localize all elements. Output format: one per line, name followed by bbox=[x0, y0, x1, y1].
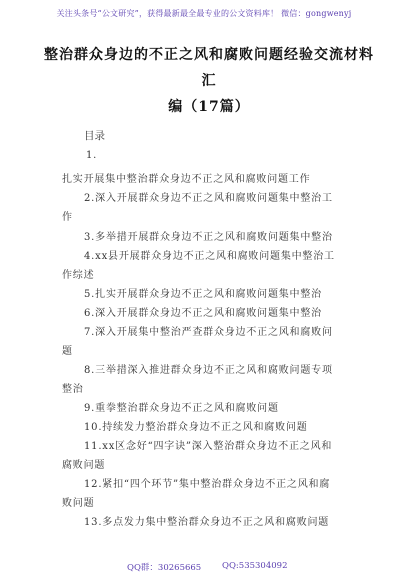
title-line-1: 整治群众身边的不正之风和腐败问题经验交流材料汇 bbox=[44, 47, 374, 89]
toc-line: 3.多举措开展群众身边不正之风和腐败问题集中整治 bbox=[84, 232, 333, 243]
toc-line: 13.多点发力集中整治群众身边不正之风和腐败问题 bbox=[84, 517, 330, 528]
toc-line: 1. bbox=[86, 150, 98, 161]
toc-line: 腐败问题 bbox=[62, 460, 106, 471]
toc-line: 扎实开展集中整治群众身边不正之风和腐败问题工作 bbox=[62, 174, 311, 185]
toc-line: 作 bbox=[62, 212, 73, 223]
header-banner: 关注头条号“公文研究”，获得最新最全最专业的公文资料库！ 微信：gongwenyj bbox=[56, 9, 352, 18]
toc-line: 4.xx县开展群众身边不正之风和腐败问题集中整治工 bbox=[84, 251, 335, 262]
toc-line: 题 bbox=[62, 346, 73, 357]
toc-line: 败问题 bbox=[62, 498, 95, 509]
toc-line: 6.深入开展群众身边不正之风和腐败问题集中整治 bbox=[84, 308, 322, 319]
footer-qq-number: QQ:535304092 bbox=[222, 561, 288, 571]
toc-line: 11.xx区念好“四字诀”深入整治群众身边不正之风和 bbox=[84, 441, 333, 452]
toc-line: 8.三举措深入推进群众身边不正之风和腐败问题专项 bbox=[84, 365, 333, 376]
title-line-2: 编（17篇） bbox=[168, 99, 250, 115]
toc-line: 作综述 bbox=[62, 270, 95, 281]
toc-line: 12.紧扣“四个环节”集中整治群众身边不正之风和腐 bbox=[84, 479, 331, 490]
toc-line: 7.深入开展集中整治严查群众身边不正之风和腐败问 bbox=[84, 327, 333, 338]
toc-line: 2.深入开展群众身边不正之风和腐败问题集中整治工 bbox=[84, 193, 333, 204]
document-title bbox=[44, 42, 374, 120]
toc-line: 5.扎实开展群众身边不正之风和腐败问题集中整治 bbox=[84, 289, 322, 300]
toc-heading: 目录 bbox=[84, 130, 105, 142]
toc-line: 整治 bbox=[62, 384, 84, 395]
toc-line: 10.持续发力整治群众身边不正之风和腐败问题 bbox=[84, 422, 308, 433]
toc-line: 9.重拳整治群众身边不正之风和腐败问题 bbox=[84, 403, 279, 414]
footer-qq-group: QQ群：30265665 bbox=[127, 563, 202, 573]
